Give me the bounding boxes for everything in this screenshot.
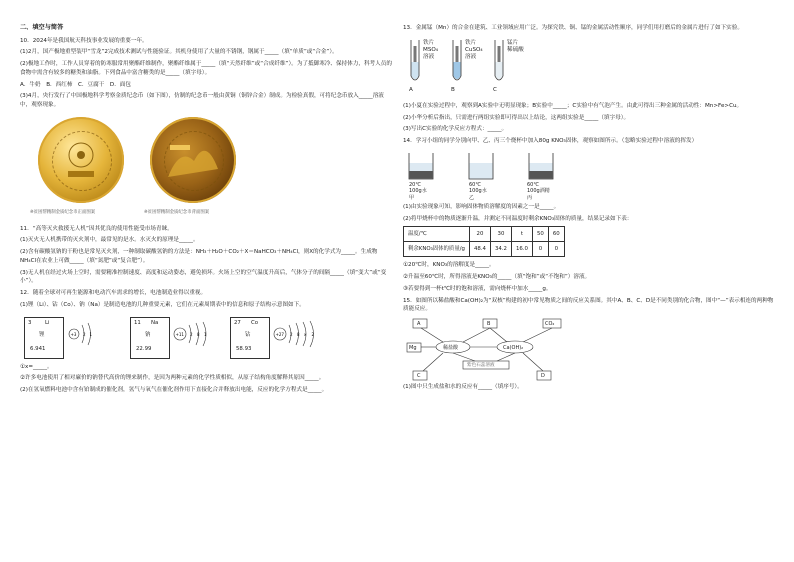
element-tiles-figure	[20, 313, 392, 363]
table-row: 剩余KNO₃固体的质量/g 48.4 34.2 16.0 0 0	[404, 242, 565, 257]
svg-text:8: 8	[197, 331, 200, 337]
q12-intro: 12．随着全球对可再生能源和电动汽车需求的增长，电池制造业得以重视。	[20, 290, 207, 296]
reaction-diagram	[403, 317, 775, 383]
tube-a-label: A	[409, 86, 413, 93]
tube-a-labels: 铁片 MSO₄ 溶液	[423, 39, 439, 60]
node-hcl: 稀盐酸	[443, 345, 459, 352]
test-tube-figure	[403, 36, 775, 102]
q14-part-2: (2)将甲烧杯中的物质逐渐升温，并测定不同温度时剩余KNO₃固体的质量，结果记录如下表：	[403, 215, 633, 222]
node-mg: Mg	[409, 345, 417, 352]
q14-a: ①20℃时，KNO₃的溶解度是_____。	[403, 262, 495, 269]
beaker-figure	[403, 149, 775, 203]
svg-text:2: 2	[290, 331, 293, 337]
coin-front-image	[38, 117, 124, 203]
beaker-yi-labels: 60℃ 100g水 乙	[469, 181, 487, 201]
q12-reason: ②许多电池使用了相对廉价的钠替代高价的锂来制作，是因为两种元素的化学性质相似，从原子结构角度解释其原因_____。	[20, 375, 325, 382]
q14-b: ②升温至60℃时，所得溶液是KNO₃的_____（填“饱和”或“不饱和”）溶液。	[403, 274, 591, 281]
q10-part-3: (3)4月，央行发行了中国极地科学考察金质纪念币（如下图），仿制的纪念币一般由黄铜（铜锌合金）制成。为检验真假，可将纪念币放入_____溶液中，观察现象。	[20, 93, 384, 108]
svg-text:8: 8	[297, 331, 300, 337]
tube-b-labels: 铁片 CuSO₄ 溶液	[465, 39, 483, 60]
right-column	[403, 24, 775, 395]
q10-part-2: (2)极地工作时，工作人员穿着的防寒服常用聚酯纤维制作，聚酯纤维属于_____（填“天然纤维”或“合成纤维”）。为了抵御寒冷、保持体力，科考人员的食物中需含有较多的糖类和油脂。下列食品中富含糖类的是_____（填字母）。	[20, 61, 392, 76]
q14-c: ③若要得到一杯t℃时的饱和溶液，需向烧杯中加水_____g。	[403, 286, 552, 293]
table-row: 温度/℃ 20 30 t 50 60	[404, 227, 565, 242]
q13-part-2: (2)小华分析后指出，只需进行两组实验即可得出以上结论，这两组实验是_____（填字母）。	[403, 114, 630, 121]
svg-text:2: 2	[83, 331, 86, 337]
coin-back-image	[150, 117, 236, 203]
q12-part-1: (1)锂（Li）、钴（Co）、钠（Na）是制造电池的几种重要元素，它们在元素周期表中的信息和原子结构示意图如下。	[20, 301, 305, 308]
q10-options: A．牛奶 B．西红柿 C．豆腐干 D．面包	[20, 81, 131, 88]
atom-diagram-na	[172, 319, 212, 349]
left-column	[20, 24, 392, 398]
atom-diagram-co	[272, 319, 322, 349]
atom-diagram-li	[66, 319, 96, 349]
beakers-drawing	[403, 149, 603, 185]
tube-b-label: B	[451, 86, 455, 93]
svg-text:+11: +11	[175, 331, 184, 337]
q10-intro: 10．2024年是我国航天科技事业发展的重要一年。	[20, 37, 148, 44]
tube-c-labels: 锰片 稀硫酸	[507, 39, 524, 53]
q10-part-1: (1)2月，国产极地重型装甲“雪龙”2完成技术测试与性能验证。其机身使用了大量的不锈钢，钢属于_____（填“单质”或“合金”）。	[20, 49, 338, 56]
solubility-table	[403, 226, 565, 257]
q11-part-2: (2)含有碳酸氢钠的干粉也是常见灭火剂，一种制取碳酸氢钠的方法是：NH₃＋H₂O＋CO₂＋X＝NaHCO₃＋NH₄Cl，则X的化学式为_____。生成物NH₄Cl在农业上可做_____（填“氮肥”或“复合肥”）。	[20, 249, 378, 264]
coin-caption-front: ※贫困帮精制金质纪念币正面图案	[30, 209, 96, 215]
q13-part-1: (1)小夏在实验过程中，观察到A实验中无明显现象；B实验中_____；C实验中有气泡产生。由此可得出三种金属的活动性：Mn>Fe>Cu。	[403, 102, 743, 109]
q15-intro: 15．如图所以稀盐酸和Ca(OH)₂为“双核”构建的初中常见物质之间的反应关系图。其中A、B、C、D是不同类别的化合物，图中“—”表示相连的两种物质能反应。	[403, 297, 774, 313]
svg-text:+3: +3	[70, 331, 77, 337]
q15-part-1: (1)图中只生成盐和水的反应有_____（填序号）。	[403, 384, 523, 391]
q11-part-1: (1)灭火无人机携带的灭火剂中，最常见的是水。水灭火的原理是_____。	[20, 237, 199, 244]
element-tile-li: 3 Li 锂 6.941	[24, 317, 64, 359]
q14-intro: 14．学习小组的同学分别向甲、乙、丙三个烧杯中加入80g KNO₃固体，观察如图所示。（忽略实验过程中溶液的挥发）	[403, 138, 698, 145]
tube-c-label: C	[493, 86, 497, 93]
node-c: C	[417, 373, 421, 380]
coin-caption-back: ※贫困帮精制金质纪念币背面图案	[144, 209, 210, 215]
coin-figure	[20, 113, 392, 225]
q12-x: ①x=_____。	[20, 363, 53, 370]
node-litmus: 紫色石蕊溶液	[467, 363, 495, 369]
svg-text:2: 2	[311, 331, 315, 337]
q13-part-3: (3)写出C实验的化学反应方程式：_____。	[403, 126, 508, 133]
node-d: D	[541, 373, 545, 380]
q11-part-3: (3)无人机在经过火场上空时，需要精准控制速度、高度和运动姿态，避免损坏。火场上空的空气温度升高后，气体分子的间隔_____（填“变大”或“变小”）。	[20, 269, 387, 285]
beaker-jia-labels: 20℃ 100g水 甲	[409, 181, 427, 201]
q11-intro: 11．“高等灭火救援无人机”因其优良的使用性能受市场青睐。	[20, 225, 173, 232]
q13-intro: 13．金属锰（Mn）的合金在建筑、工业领域应用广泛。为探究铁、铜、锰的金属活动性顺序，同学们用打磨后的金属片进行了如下实验。	[403, 25, 743, 31]
beaker-bing-labels: 60℃ 100g酒精 丙	[527, 181, 550, 201]
element-tile-co: 27 Co 钴 58.93	[230, 317, 270, 359]
section-title: 二、填空与简答	[20, 24, 64, 31]
element-tile-na: 11 Na 钠 22.99	[130, 317, 170, 359]
svg-text:1: 1	[89, 331, 93, 337]
svg-text:+27: +27	[275, 331, 284, 337]
node-a: A	[417, 321, 421, 328]
svg-text:x: x	[304, 331, 307, 337]
node-co2: CO₂	[545, 321, 555, 328]
node-b: B	[487, 321, 491, 328]
svg-text:2: 2	[190, 331, 193, 337]
q14-part-1: (1)由实验现象可知，影响固体物质溶解度的因素之一是_____。	[403, 203, 560, 210]
svg-text:1: 1	[204, 331, 207, 337]
q12-part-2: (2)在氢氧燃料电池中含有铂制成的催化剂，氢气与氧气在催化剂作用下直接化合并释放出电能，反应的化学方程式是_____。	[20, 387, 328, 394]
node-caoh2: Ca(OH)₂	[503, 345, 524, 352]
